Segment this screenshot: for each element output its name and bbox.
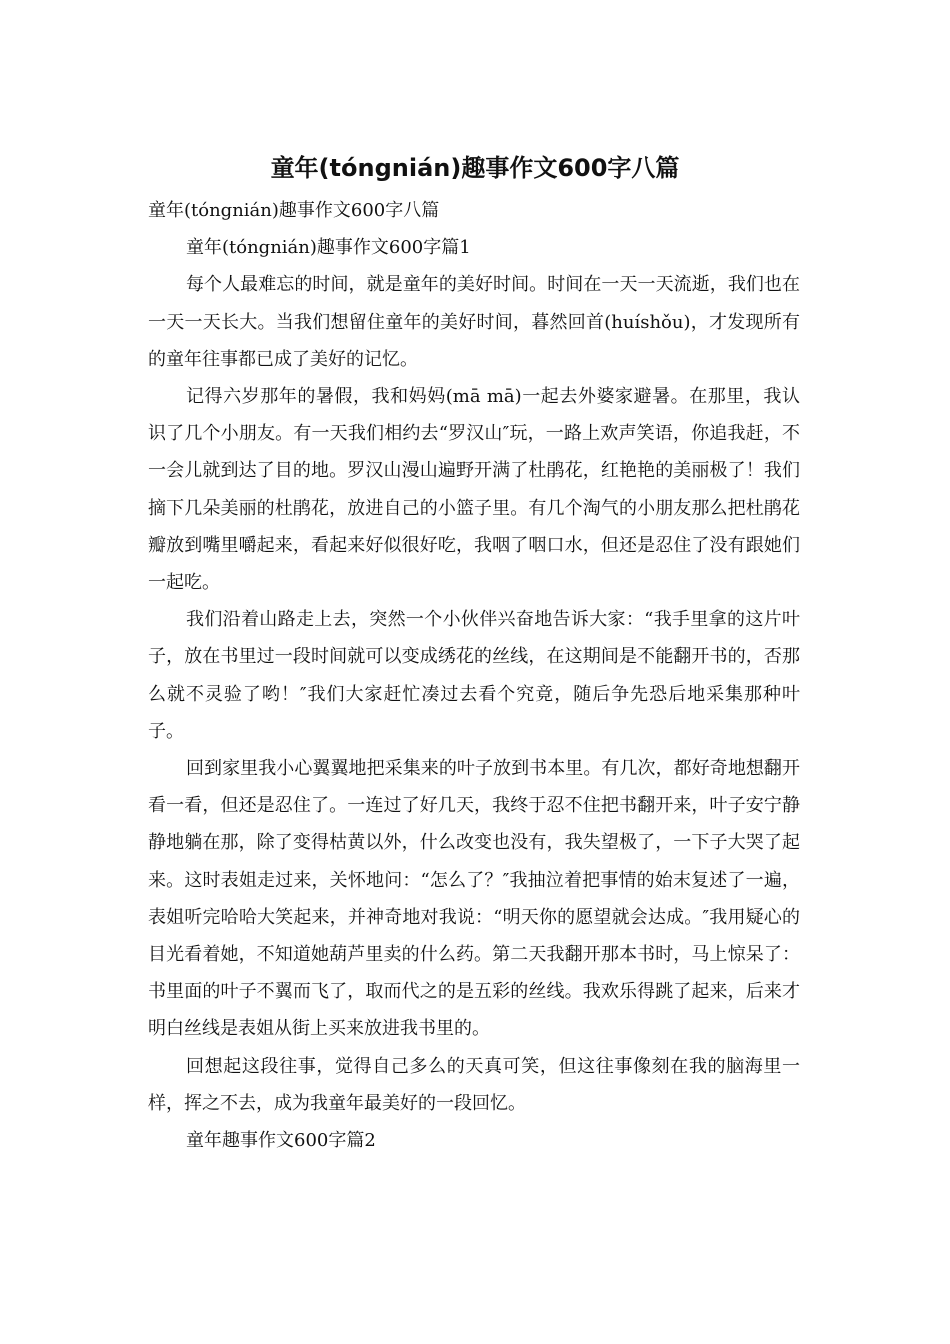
paragraph-4: 回到家里我小心翼翼地把采集来的叶子放到书本里。有几次，都好奇地想翻开看一看，但还是忍住了。一连过了好几天，我终于忍不住把书翻开来，叶子安宁静静地躺在那，除了变得枯黄以外，什么改变也没有，我失望极了，一下子大哭了起来。这时表姐走过来，关怀地问：“怎么了？″我抽泣着把事情的始末复述了一遍，表姐听完哈哈大笑起来，并神奇地对我说：“明天你的愿望就会达成。″我用疑心的目光看着她，不知道她葫芦里卖的什么药。第二天我翻开那本书时，马上惊呆了：书里面的叶子不翼而飞了，取而代之的是五彩的丝线。我欢乐得跳了起来，后来才明白丝线是表姐从街上买来放进我书里的。 [148, 758, 800, 1040]
document-body [148, 192, 800, 1159]
paragraph-3: 我们沿着山路走上去，突然一个小伙伴兴奋地告诉大家：“我手里拿的这片叶子，放在书里过一段时间就可以变成绣花的丝线，在这期间是不能翻开书的，否那么就不灵验了哟！″我们大家赶忙凑过去看个究竟，随后争先恐后地采集那种叶子。 [148, 609, 800, 742]
document-subtitle: 童年(tóngnián)趣事作文600字八篇 [148, 200, 440, 221]
document-title: 童年(tóngnián)趣事作文600字八篇 [270, 154, 680, 182]
section-heading-2: 童年趣事作文600字篇2 [186, 1130, 376, 1152]
paragraph-5: 回想起这段往事，觉得自己多么的天真可笑，但这往事像刻在我的脑海里一样，挥之不去，成为我童年最美好的一段回忆。 [148, 1055, 800, 1114]
paragraph-2: 记得六岁那年的暑假，我和妈妈(mā mā)一起去外婆家避暑。在那里，我认识了几个小朋友。有一天我们相约去“罗汉山″玩，一路上欢声笑语，你追我赶，不一会儿就到达了目的地。罗汉山漫山遍野开满了杜鹃花，红艳艳的美丽极了！我们摘下几朵美丽的杜鹃花，放进自己的小篮子里。有几个淘气的小朋友那么把杜鹃花瓣放到嘴里嚼起来，看起来好似很好吃，我咽了咽口水，但还是忍住了没有跟她们一起吃。 [148, 386, 800, 594]
section-heading-1: 童年(tóngnián)趣事作文600字篇1 [186, 237, 471, 259]
paragraph-1: 每个人最难忘的时间，就是童年的美好时间。时间在一天一天流逝，我们也在一天一天长大。当我们想留住童年的美好时间，暮然回首(huíshǒu)，才发现所有的童年往事都已成了美好的记忆。 [148, 274, 800, 370]
